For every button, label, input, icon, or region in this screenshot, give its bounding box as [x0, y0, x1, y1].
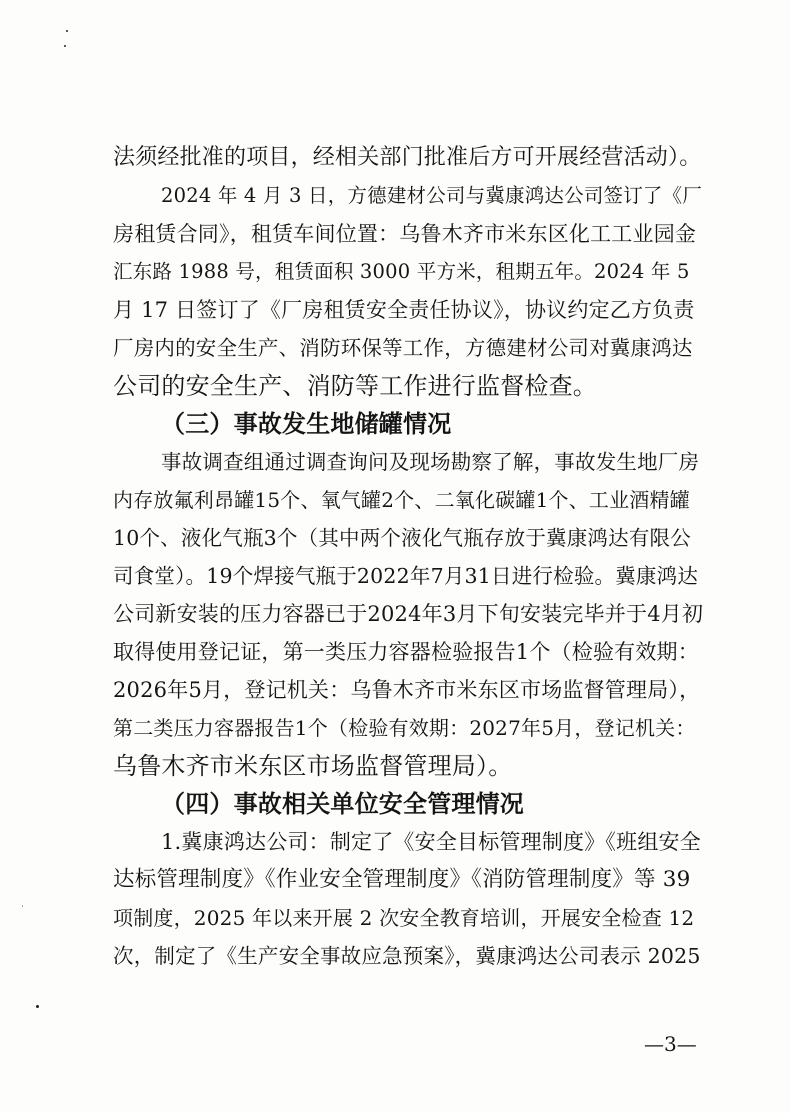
- text-line: 第二类压力容器报告1个（检验有效期：2027年5月，登记机关：: [113, 716, 696, 740]
- scan-speck: [64, 45, 66, 47]
- text-line: 房租赁合同》，租赁车间位置：乌鲁木齐市米东区化工工业园金: [113, 222, 697, 246]
- text-line: 2026年5月，登记机关：乌鲁木齐市米东区市场监督管理局），: [113, 678, 701, 702]
- scan-speck: [66, 30, 68, 32]
- text-line: 乌鲁木齐市米东区市场监督管理局）。: [113, 752, 513, 780]
- text-line: 公司新安装的压力容器已于2024年3月下旬安装完毕并于4月初: [113, 602, 704, 626]
- section-heading-4: （四）事故相关单位安全管理情况: [161, 789, 524, 818]
- text-line: 10个、液化气瓶3个（其中两个液化气瓶存放于冀康鸿达有限公: [113, 526, 691, 550]
- scan-speck: [36, 1005, 39, 1008]
- text-line: 项制度，2025 年以来开展 2 次安全教育培训，开展安全检查 12: [113, 906, 695, 930]
- scan-speck: [22, 905, 23, 907]
- section-heading-3: （三）事故发生地储罐情况: [161, 409, 452, 438]
- text-line: 事故调查组通过调查询问及现场勘察了解，事故发生地厂房: [161, 450, 700, 474]
- text-line: 月 17 日签订了《厂房租赁安全责任协议》，协议约定乙方负责: [113, 298, 695, 322]
- text-line: 公司的安全生产、消防等工作进行监督检查。: [113, 372, 597, 400]
- text-line: 2024 年 4 月 3 日，方德建材公司与冀康鸿达公司签订了《厂: [161, 184, 703, 207]
- text-line: 达标管理制度》《作业安全管理制度》《消防管理制度》等 39: [113, 867, 691, 892]
- text-line: 司食堂）。19个焊接气瓶于2022年7月31日进行检验。冀康鸿达: [113, 564, 699, 588]
- text-line: 厂房内的安全生产、消防环保等工作，方德建材公司对冀康鸿达: [113, 336, 693, 360]
- text-line: 1.冀康鸿达公司：制定了《安全目标管理制度》《班组安全: [161, 830, 701, 854]
- text-line: 法须经批准的项目，经相关部门批准后方可开展经营活动）。: [113, 145, 702, 170]
- page-number: —3—: [644, 1032, 697, 1056]
- text-line: 汇东路 1988 号，租赁面积 3000 平方米，租期五年。2024 年 5: [113, 260, 690, 283]
- text-line: 取得使用登记证，第一类压力容器检验报告1个（检验有效期：: [113, 640, 699, 664]
- text-line: 内存放氟利昂罐15个、氧气罐2个、二氧化碳罐1个、工业酒精罐: [113, 488, 690, 512]
- text-line: 次，制定了《生产安全事故应急预案》，冀康鸿达公司表示 2025: [113, 944, 701, 968]
